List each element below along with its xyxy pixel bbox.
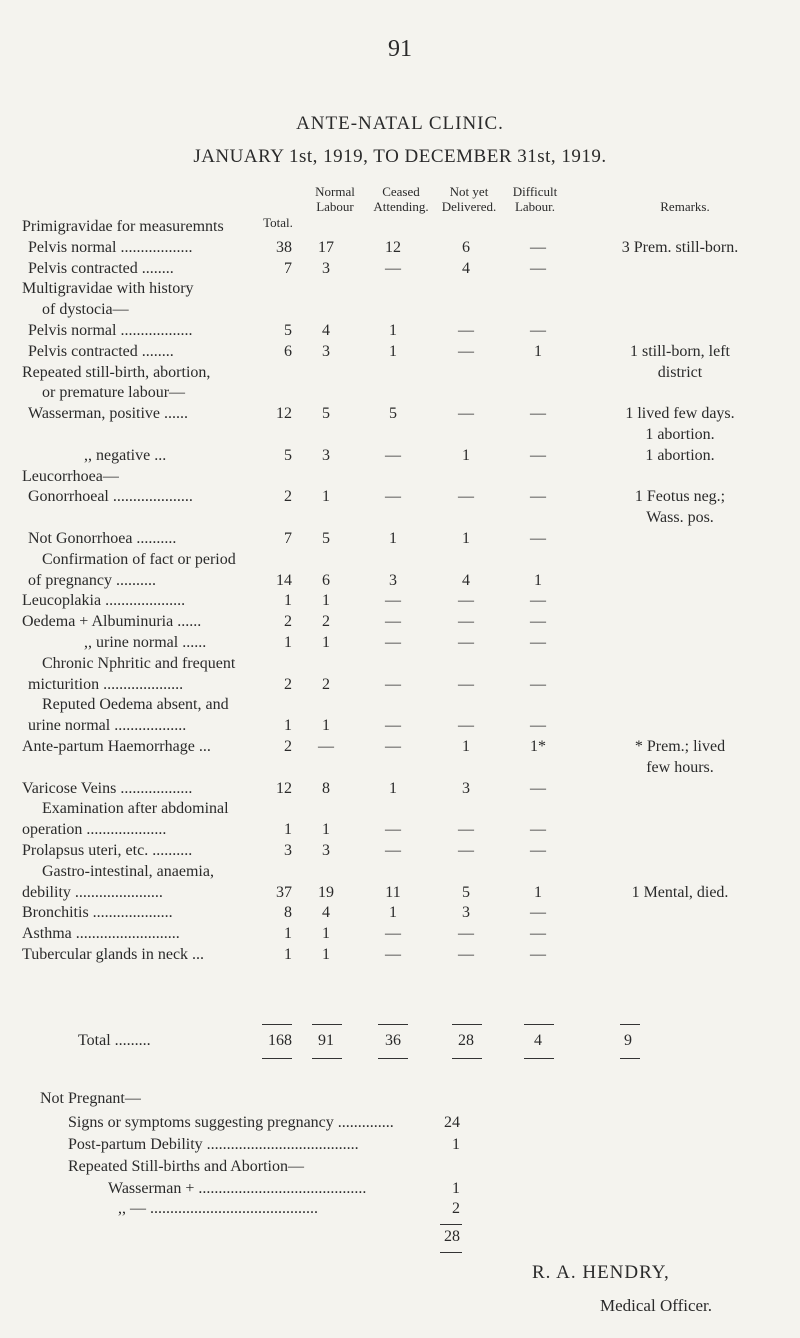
table-cell: 12: [276, 405, 292, 423]
total-rule-top: [312, 1024, 342, 1025]
row-label: Prolapsus uteri, etc. ..........: [22, 842, 193, 859]
not-pregnant-item-label: Repeated Still-births and Abortion—: [68, 1158, 304, 1175]
table-cell: —: [385, 738, 401, 755]
table-cell: 2: [322, 675, 330, 693]
total-rule-top: [262, 1024, 292, 1025]
table-cell: 3: [322, 842, 330, 859]
table-cell: 1: [284, 925, 292, 943]
table-cell: 1: [322, 946, 330, 963]
row-label: ,, urine normal ......: [84, 634, 207, 651]
table-cell: —: [530, 675, 546, 693]
page-number: 91: [388, 36, 412, 62]
table-cell: —: [458, 613, 474, 631]
total-rule-bottom: [620, 1058, 640, 1059]
row-label: Repeated still-birth, abortion,: [22, 363, 211, 381]
table-cell: —: [385, 488, 401, 506]
table-cell: —: [530, 946, 546, 963]
col-header-not-yet-delivered: Not yet Delivered.: [441, 184, 497, 214]
col-header-difficult-labour: Difficult Labour.: [512, 184, 558, 214]
table-cell: 3: [462, 779, 470, 797]
table-cell: —: [530, 488, 546, 506]
table-cell: 8: [322, 779, 330, 797]
not-pregnant-item-label: Wasserman + ..........................................: [108, 1180, 367, 1197]
not-pregnant-item-value: 2: [452, 1200, 460, 1217]
row-remark: 1 still-born, left: [630, 342, 730, 360]
table-cell: —: [385, 946, 401, 963]
row-label: Not Gonorrhoea ..........: [28, 530, 177, 547]
table-cell: 1: [389, 322, 397, 339]
table-cell: —: [530, 613, 546, 631]
row-label: Examination after abdominal: [42, 800, 229, 818]
table-cell: —: [458, 342, 474, 360]
total-rule-bottom: [262, 1058, 292, 1059]
table-cell: 1: [284, 717, 292, 735]
table-cell: 4: [322, 904, 330, 922]
table-cell: 6: [322, 571, 330, 589]
table-cell: 1: [462, 738, 470, 755]
table-cell: —: [530, 446, 546, 464]
page-title: ANTE-NATAL CLINIC.: [296, 113, 504, 134]
row-label: Pelvis contracted ........: [28, 259, 174, 277]
table-cell: 4: [322, 322, 330, 339]
not-pregnant-item-value: 1: [452, 1136, 460, 1153]
table-cell: —: [458, 488, 474, 506]
total-rule-bottom: [378, 1058, 408, 1059]
table-cell: —: [530, 842, 546, 859]
not-pregnant-heading: Not Pregnant—: [40, 1090, 141, 1107]
row-label: operation ....................: [22, 821, 167, 839]
table-cell: —: [458, 675, 474, 693]
row-label: Pelvis normal ..................: [28, 238, 193, 256]
table-cell: —: [385, 842, 401, 859]
row-label: Asthma ..........................: [22, 925, 180, 943]
row-label: Multigravidae with history: [22, 280, 194, 298]
table-cell: 7: [284, 259, 292, 277]
table-cell: 1: [322, 488, 330, 506]
not-pregnant-item-label: Signs or symptoms suggesting pregnancy ..............: [68, 1114, 394, 1131]
row-label: Leucoplakia ....................: [22, 592, 186, 610]
table-cell: —: [530, 259, 546, 277]
table-cell: —: [458, 322, 474, 339]
table-cell: 6: [284, 342, 292, 360]
table-cell: 7: [284, 530, 292, 547]
table-cell: 1: [284, 592, 292, 610]
table-cell: —: [318, 738, 334, 755]
table-cell: —: [530, 779, 546, 797]
total-rule-top: [452, 1024, 482, 1025]
table-cell: 1: [322, 925, 330, 943]
table-cell: —: [458, 634, 474, 651]
table-cell: 1: [284, 821, 292, 839]
row-label: or premature labour—: [42, 384, 186, 402]
table-cell: 4: [462, 259, 470, 277]
not-pregnant-item-label: Post-partum Debility ......................................: [68, 1136, 359, 1153]
row-label: ,, negative ...: [84, 446, 167, 464]
total-label: Total .........: [78, 1032, 151, 1049]
table-cell: 1: [284, 946, 292, 963]
table-cell: 1: [534, 571, 542, 589]
row-remark: few hours.: [646, 758, 714, 776]
row-label: of pregnancy ..........: [28, 571, 156, 589]
table-cell: 3: [322, 259, 330, 277]
table-cell: —: [530, 634, 546, 651]
table-cell: 11: [385, 883, 401, 901]
row-remark: district: [657, 363, 703, 381]
total-cell: 28: [458, 1032, 474, 1049]
row-remark: 1 abortion.: [645, 426, 715, 443]
table-cell: —: [385, 925, 401, 943]
table-cell: 2: [284, 675, 292, 693]
not-pregnant-item-value: 1: [452, 1180, 460, 1197]
total-cell: 91: [318, 1032, 334, 1049]
row-remark: 1 Mental, died.: [631, 883, 729, 901]
table-cell: —: [530, 904, 546, 922]
not-pregnant-total: 28: [444, 1228, 460, 1245]
table-cell: 5: [322, 405, 330, 423]
table-cell: 1: [322, 821, 330, 839]
col-header-ceased-attending: Ceased Attending.: [373, 184, 429, 214]
row-label: micturition ....................: [28, 675, 184, 693]
table-cell: 2: [284, 613, 292, 631]
table-cell: 1: [322, 634, 330, 651]
table-cell: 5: [284, 322, 292, 339]
row-label: Primigravidae for measuremnts: [22, 218, 224, 235]
row-remark: 1 lived few days.: [625, 405, 735, 423]
table-cell: 1: [389, 904, 397, 922]
row-label: debility ......................: [22, 883, 163, 901]
row-remark: Wass. pos.: [646, 509, 714, 527]
table-cell: 2: [284, 488, 292, 506]
table-cell: 5: [284, 446, 292, 464]
row-label: Reputed Oedema absent, and: [42, 696, 229, 714]
col-header-total: Total.: [263, 215, 293, 230]
table-cell: —: [458, 405, 474, 423]
table-cell: 2: [284, 738, 292, 755]
table-cell: 3: [322, 446, 330, 464]
table-cell: —: [385, 717, 401, 735]
row-label: Leucorrhoea—: [22, 467, 119, 485]
table-cell: 1: [389, 530, 397, 547]
row-label: Wasserman, positive ......: [28, 405, 189, 423]
total-rule-top: [378, 1024, 408, 1025]
total-rule-bottom: [524, 1058, 554, 1059]
table-cell: —: [530, 925, 546, 943]
not-pregnant-total-rule: [440, 1224, 462, 1225]
table-cell: —: [385, 634, 401, 651]
col-header-remarks: Remarks.: [660, 199, 710, 214]
table-cell: 12: [385, 238, 401, 256]
table-cell: —: [530, 530, 546, 547]
table-cell: —: [385, 821, 401, 839]
total-rule-bottom: [312, 1058, 342, 1059]
not-pregnant-item-label: ,, — ..........................................: [118, 1200, 318, 1217]
row-label: Oedema + Albuminuria ......: [22, 613, 202, 631]
table-cell: 6: [462, 238, 470, 256]
row-label: Pelvis normal ..................: [28, 322, 193, 339]
row-remark: 1 Feotus neg.;: [634, 488, 726, 506]
table-cell: 1: [284, 634, 292, 651]
table-cell: —: [385, 675, 401, 693]
table-cell: 3: [462, 904, 470, 922]
table-cell: 37: [276, 883, 292, 901]
total-cell: 36: [385, 1032, 401, 1049]
table-cell: —: [530, 717, 546, 735]
table-cell: —: [530, 405, 546, 423]
table-cell: 4: [462, 571, 470, 589]
table-cell: —: [530, 592, 546, 610]
table-cell: —: [385, 446, 401, 464]
total-rule-top: [524, 1024, 554, 1025]
row-remark: 3 Prem. still-born.: [621, 238, 739, 256]
table-cell: 3: [322, 342, 330, 360]
row-label: Varicose Veins ..................: [22, 779, 193, 797]
signature-office: Medical Officer.: [600, 1296, 713, 1315]
table-cell: 1: [534, 883, 542, 901]
table-cell: —: [458, 842, 474, 859]
row-label: Tubercular glands in neck ...: [22, 946, 205, 963]
table-cell: 1: [389, 779, 397, 797]
row-label: Gastro-intestinal, anaemia,: [42, 862, 214, 880]
table-cell: —: [458, 925, 474, 943]
table-cell: 17: [318, 238, 334, 256]
total-cell: 4: [534, 1032, 542, 1049]
table-cell: 1: [462, 446, 470, 464]
total-rule-bottom: [452, 1058, 482, 1059]
table-cell: —: [530, 238, 546, 256]
table-cell: 5: [322, 530, 330, 547]
table-cell: 1: [322, 717, 330, 735]
table-cell: —: [385, 613, 401, 631]
not-pregnant-item-value: 24: [444, 1114, 460, 1131]
table-cell: 38: [276, 238, 292, 256]
table-cell: 8: [284, 904, 292, 922]
table-cell: —: [458, 946, 474, 963]
signature-name: R. A. HENDRY,: [532, 1262, 670, 1283]
table-cell: —: [530, 322, 546, 339]
table-cell: 1: [322, 592, 330, 610]
row-label: Confirmation of fact or period: [42, 550, 236, 568]
table-cell: 3: [284, 842, 292, 859]
table-cell: 19: [318, 883, 334, 901]
col-header-normal-labour: Normal Labour: [315, 184, 355, 214]
row-label: Bronchitis ....................: [22, 904, 173, 922]
row-label: Chronic Nphritic and frequent: [42, 654, 236, 672]
table-cell: —: [530, 821, 546, 839]
row-remark: * Prem.; lived: [634, 738, 726, 755]
table-cell: 14: [276, 571, 292, 589]
row-label: Ante-partum Haemorrhage ...: [22, 738, 211, 755]
row-label: urine normal ..................: [28, 717, 187, 735]
table-cell: 2: [322, 613, 330, 631]
total-rule-top: [620, 1024, 640, 1025]
table-cell: 5: [462, 883, 470, 901]
table-cell: 12: [276, 779, 292, 797]
row-remark: 1 abortion.: [645, 446, 715, 464]
not-pregnant-total-rule: [440, 1252, 462, 1253]
page-subtitle: JANUARY 1st, 1919, TO DECEMBER 31st, 1919.: [193, 146, 607, 167]
table-cell: 1*: [530, 738, 546, 755]
table-cell: 1: [534, 342, 542, 360]
table-cell: 1: [389, 342, 397, 360]
table-cell: —: [385, 259, 401, 277]
table-cell: 3: [389, 571, 397, 589]
row-label: Gonorrhoeal ....................: [28, 488, 193, 506]
table-cell: —: [458, 592, 474, 610]
table-cell: —: [385, 592, 401, 610]
table-cell: —: [458, 717, 474, 735]
row-label: Pelvis contracted ........: [28, 342, 174, 360]
table-cell: —: [458, 821, 474, 839]
row-label: of dystocia—: [42, 301, 129, 319]
total-remark-count: 9: [624, 1032, 632, 1049]
total-cell: 168: [268, 1032, 292, 1049]
table-cell: 5: [389, 405, 397, 423]
table-cell: 1: [462, 530, 470, 547]
